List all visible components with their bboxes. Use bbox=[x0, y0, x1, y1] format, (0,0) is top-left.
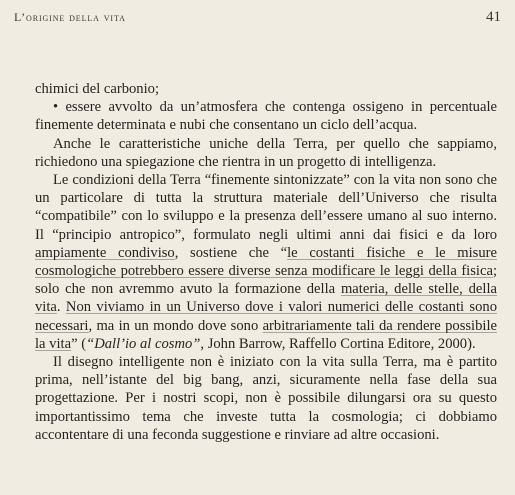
text-run: , John Barrow, Raffello Cortina Editore, 2000). bbox=[200, 335, 476, 352]
underlined-text: Non viviamo in un Universo dove i valori numerici delle costanti sono necessari bbox=[35, 299, 497, 334]
page-number: 41 bbox=[486, 9, 501, 25]
bullet-icon: • bbox=[53, 99, 59, 116]
citation-title: “Dall’io al cosmo” bbox=[86, 335, 201, 352]
paragraph-quote bbox=[35, 171, 497, 353]
paragraph bbox=[35, 353, 497, 444]
running-title: L’origine della vita bbox=[14, 10, 126, 24]
paragraph-continuation bbox=[35, 80, 497, 98]
text-run: , sostiene che “ bbox=[174, 244, 288, 261]
text-run: , ma in un mondo dove sono bbox=[88, 317, 263, 334]
body-text bbox=[35, 80, 497, 444]
paragraph-text: Il disegno intelligente non è iniziato con la vita sulla Terra, ma è partito prima, nell’istante del big bang, anzi, sicuramente nella fase della sua progettazione. Per i nostri scopi, non è possibile dilungarsi ora su questo importantissimo tema che investe tutta la cosmologia; ci dobbiamo accontentare di una feconda suggestione e rinviare ad altre occasioni. bbox=[35, 354, 497, 443]
underlined-text: materia, delle stelle, della vita bbox=[35, 281, 497, 316]
text-run: ” ( bbox=[71, 335, 87, 352]
underlined-text: ampiamente condiviso bbox=[35, 244, 175, 261]
paragraph-text: Anche le caratteristiche uniche della Terra, per quello che sappiamo, richiedono una spiegazione che rientra in un progetto di intelligenza. bbox=[35, 135, 497, 170]
text-run: ; solo che non avremmo avuto la formazione della bbox=[35, 263, 497, 298]
underlined-text: arbitrariamente tali da rendere possibile la vita bbox=[35, 317, 497, 352]
text-run: . bbox=[56, 299, 66, 316]
text-run: Le condizioni della Terra “finemente sintonizzate” con la vita non sono che un particolare di tutta la struttura materiale dell’Universo che risulta “compatibile” con lo sviluppo e la presenza dell’essere umano al suo interno. Il “principio antropico”, formulato negli ultimi anni dai fisici e da loro bbox=[35, 172, 497, 243]
bullet-text: essere avvolto da un’atmosfera che contenga ossigeno in percentuale finemente determinata e nubi che consentano un ciclo dell’acqua. bbox=[35, 99, 497, 134]
underlined-text: le costanti fisiche e le misure cosmologiche potrebbero essere diverse senza modificare le leggi della fisica bbox=[35, 244, 497, 280]
paragraph bbox=[35, 135, 497, 171]
page-header bbox=[14, 9, 501, 27]
paragraph-text: chimici del carbonio; bbox=[35, 81, 160, 97]
bullet-item bbox=[35, 98, 497, 134]
